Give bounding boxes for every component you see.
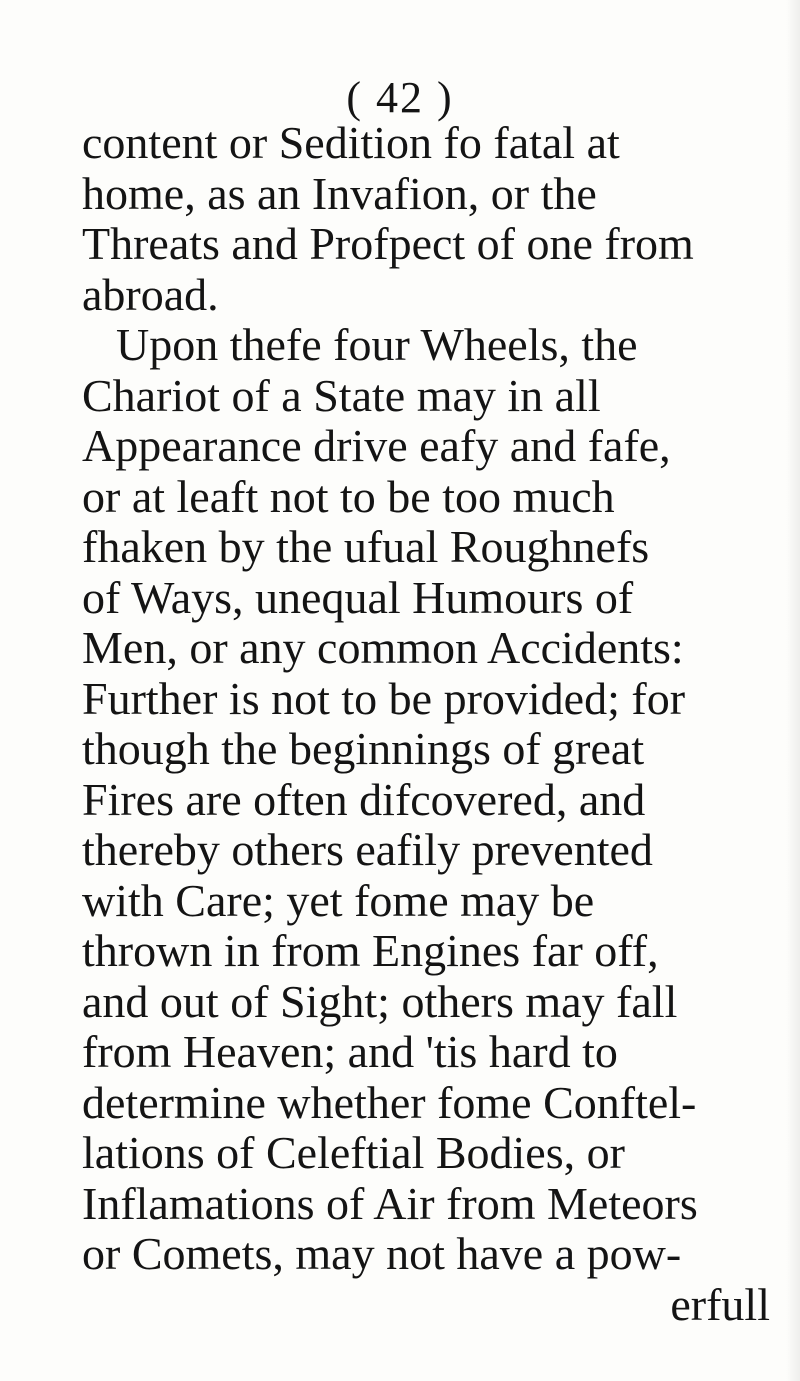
text-line: fhaken by the ufual Roughnefs <box>82 522 650 572</box>
text-line: or Comets, may not have a pow- <box>82 1229 682 1279</box>
text-line: thereby others eafily prevented <box>82 825 653 875</box>
text-line: content or Sedition fo fatal at <box>82 118 620 168</box>
body-text <box>82 118 782 1330</box>
text-line: though the beginnings of great <box>82 724 645 774</box>
text-line: with Care; yet fome may be <box>82 875 595 926</box>
text-line: determine whether fome Conftel- <box>82 1077 697 1128</box>
text-line: Further is not to be provided; for <box>82 673 686 724</box>
text-line: Threats and Profpect of one from <box>82 219 694 269</box>
text-line: from Heaven; and 'tis hard to <box>82 1027 618 1077</box>
text-line: or at leaft not to be too much <box>82 471 615 522</box>
text-line: Inflamations of Air from Meteors <box>82 1178 698 1229</box>
text-line: home, as an Invafion, or the <box>82 168 597 219</box>
text-line: Men, or any common Accidents: <box>82 623 684 673</box>
text-line: of Ways, unequal Humours of <box>82 572 634 623</box>
text-line: thrown in from Engines far off, <box>82 926 659 976</box>
text-line: Appearance drive eafy and fafe, <box>82 421 671 471</box>
text-line: Chariot of a State may in all <box>82 370 601 421</box>
page-edge-shadow <box>786 0 800 1381</box>
text-line: and out of Sight; others may fall <box>82 976 678 1027</box>
text-line: Fires are often difcovered, and <box>82 774 646 825</box>
page-number: ( 42 ) <box>346 73 454 122</box>
text-line: lations of Celeftial Bodies, or <box>82 1128 625 1178</box>
text-line: abroad. <box>82 269 219 320</box>
catchword: erfull <box>670 1279 770 1330</box>
paragraph-start-line: Upon thefe four Wheels, the <box>116 320 638 370</box>
